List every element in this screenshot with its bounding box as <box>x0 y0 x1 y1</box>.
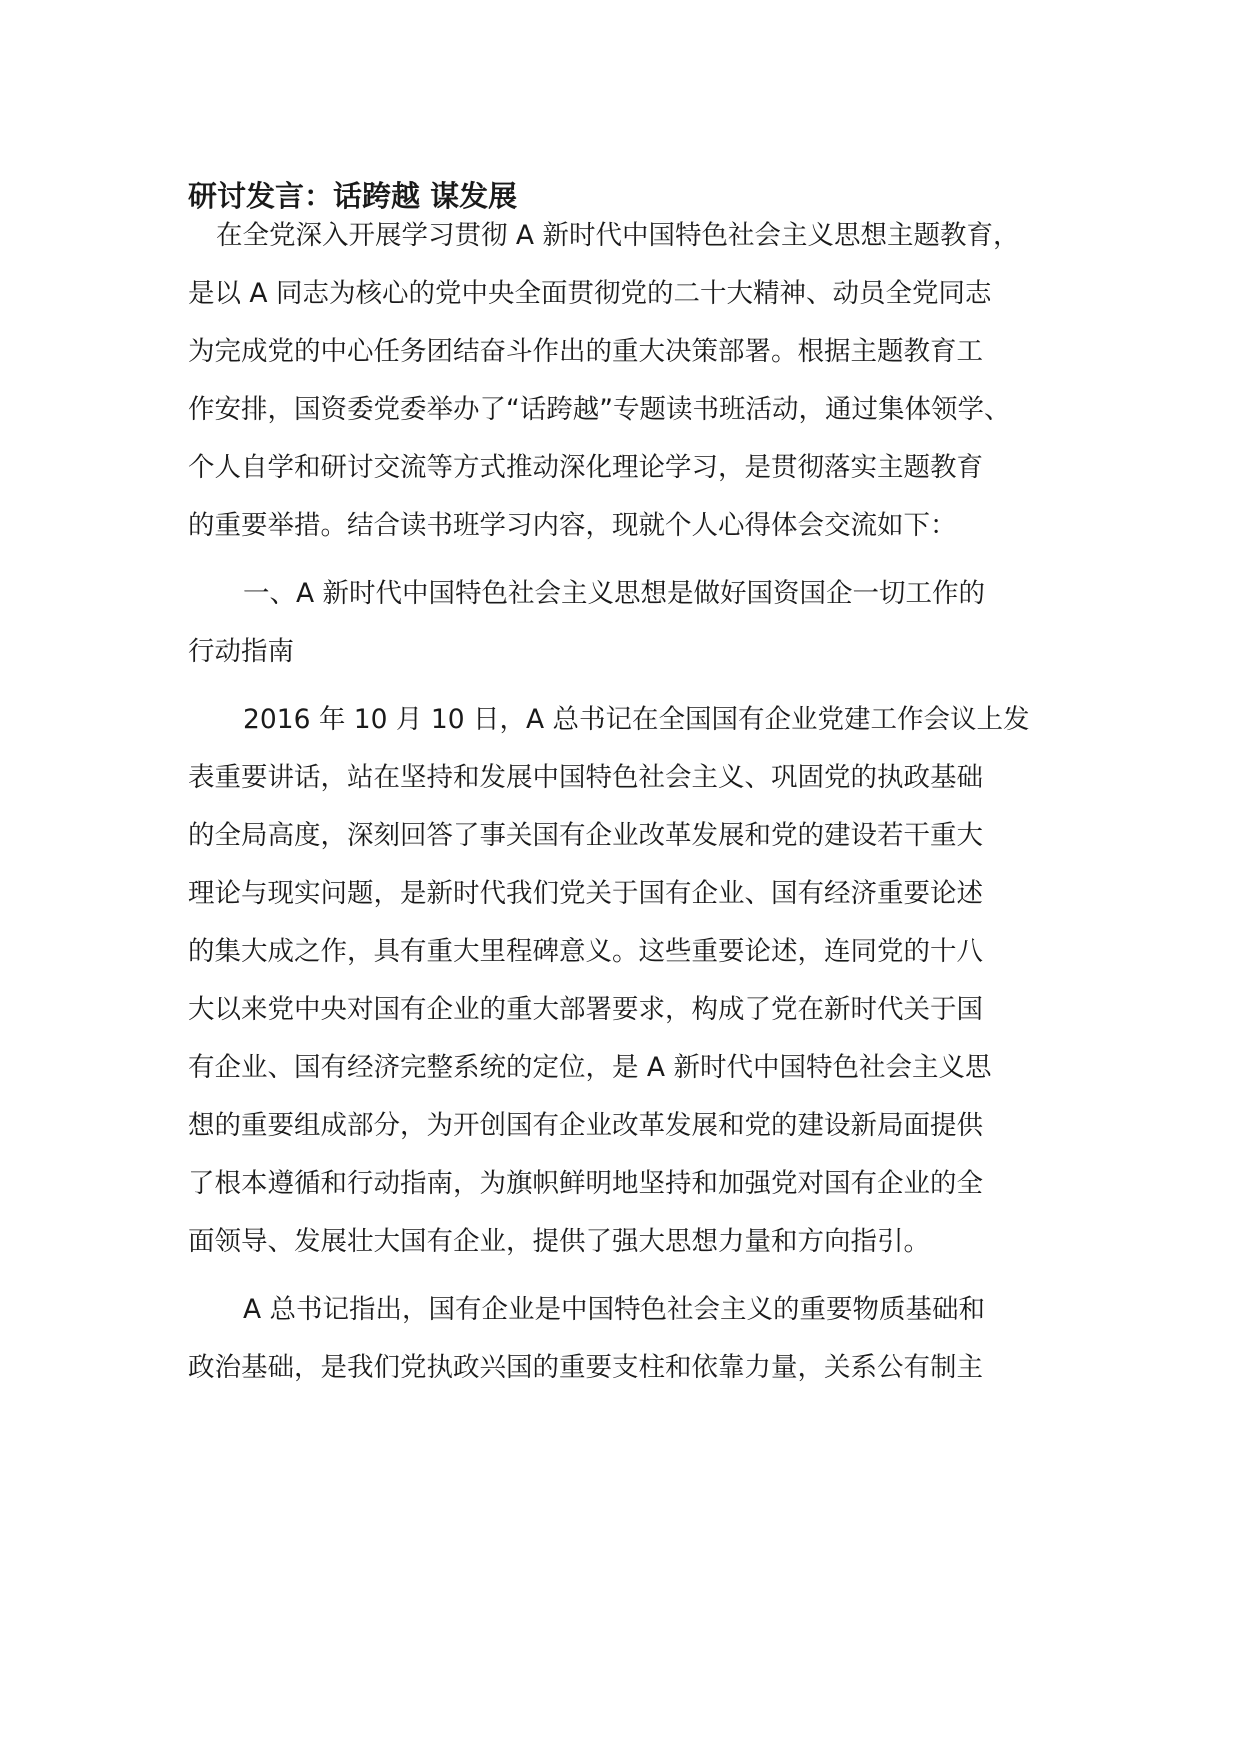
paragraph-line: 的集大成之作，具有重大里程碑意义。这些重要论述，连同党的十八 <box>188 936 983 967</box>
paragraph-line: 是以 A 同志为核心的党中央全面贯彻党的二十大精神、动员全党同志 <box>188 278 992 309</box>
paragraph-line: 在全党深入开展学习贯彻 A 新时代中国特色社会主义思想主题教育， <box>216 220 1020 251</box>
section-heading-line: 行动指南 <box>188 636 294 667</box>
document-title: 研讨发言：话跨越 谋发展 <box>188 179 518 213</box>
paragraph-line: 理论与现实问题，是新时代我们党关于国有企业、国有经济重要论述 <box>188 878 983 909</box>
paragraph-line: 表重要讲话，站在坚持和发展中国特色社会主义、巩固党的执政基础 <box>188 762 983 793</box>
paragraph-line: 大以来党中央对国有企业的重大部署要求，构成了党在新时代关于国 <box>188 994 983 1025</box>
paragraph-line: 有企业、国有经济完整系统的定位，是 A 新时代中国特色社会主义思 <box>188 1052 992 1083</box>
paragraph-line: 面领导、发展壮大国有企业，提供了强大思想力量和方向指引。 <box>188 1226 930 1257</box>
section-heading-line: 一、A 新时代中国特色社会主义思想是做好国资国企一切工作的 <box>243 578 986 609</box>
paragraph-line: 政治基础，是我们党执政兴国的重要支柱和依靠力量，关系公有制主 <box>188 1352 983 1383</box>
paragraph-line: 了根本遵循和行动指南，为旗帜鲜明地坚持和加强党对国有企业的全 <box>188 1168 983 1199</box>
paragraph-line: 2016 年 10 月 10 日，A 总书记在全国国有企业党建工作会议上发 <box>243 704 1030 735</box>
paragraph-line: 的重要举措。结合读书班学习内容，现就个人心得体会交流如下： <box>188 510 957 541</box>
paragraph-line: 作安排，国资委党委举办了“话跨越”专题读书班活动，通过集体领学、 <box>188 394 1011 425</box>
paragraph-line: 个人自学和研讨交流等方式推动深化理论学习，是贯彻落实主题教育 <box>188 452 983 483</box>
paragraph-line: 想的重要组成部分，为开创国有企业改革发展和党的建设新局面提供 <box>188 1110 983 1141</box>
paragraph-line: 为完成党的中心任务团结奋斗作出的重大决策部署。根据主题教育工 <box>188 336 983 367</box>
paragraph-line: 的全局高度，深刻回答了事关国有企业改革发展和党的建设若干重大 <box>188 820 983 851</box>
paragraph-line: A 总书记指出，国有企业是中国特色社会主义的重要物质基础和 <box>243 1294 986 1325</box>
